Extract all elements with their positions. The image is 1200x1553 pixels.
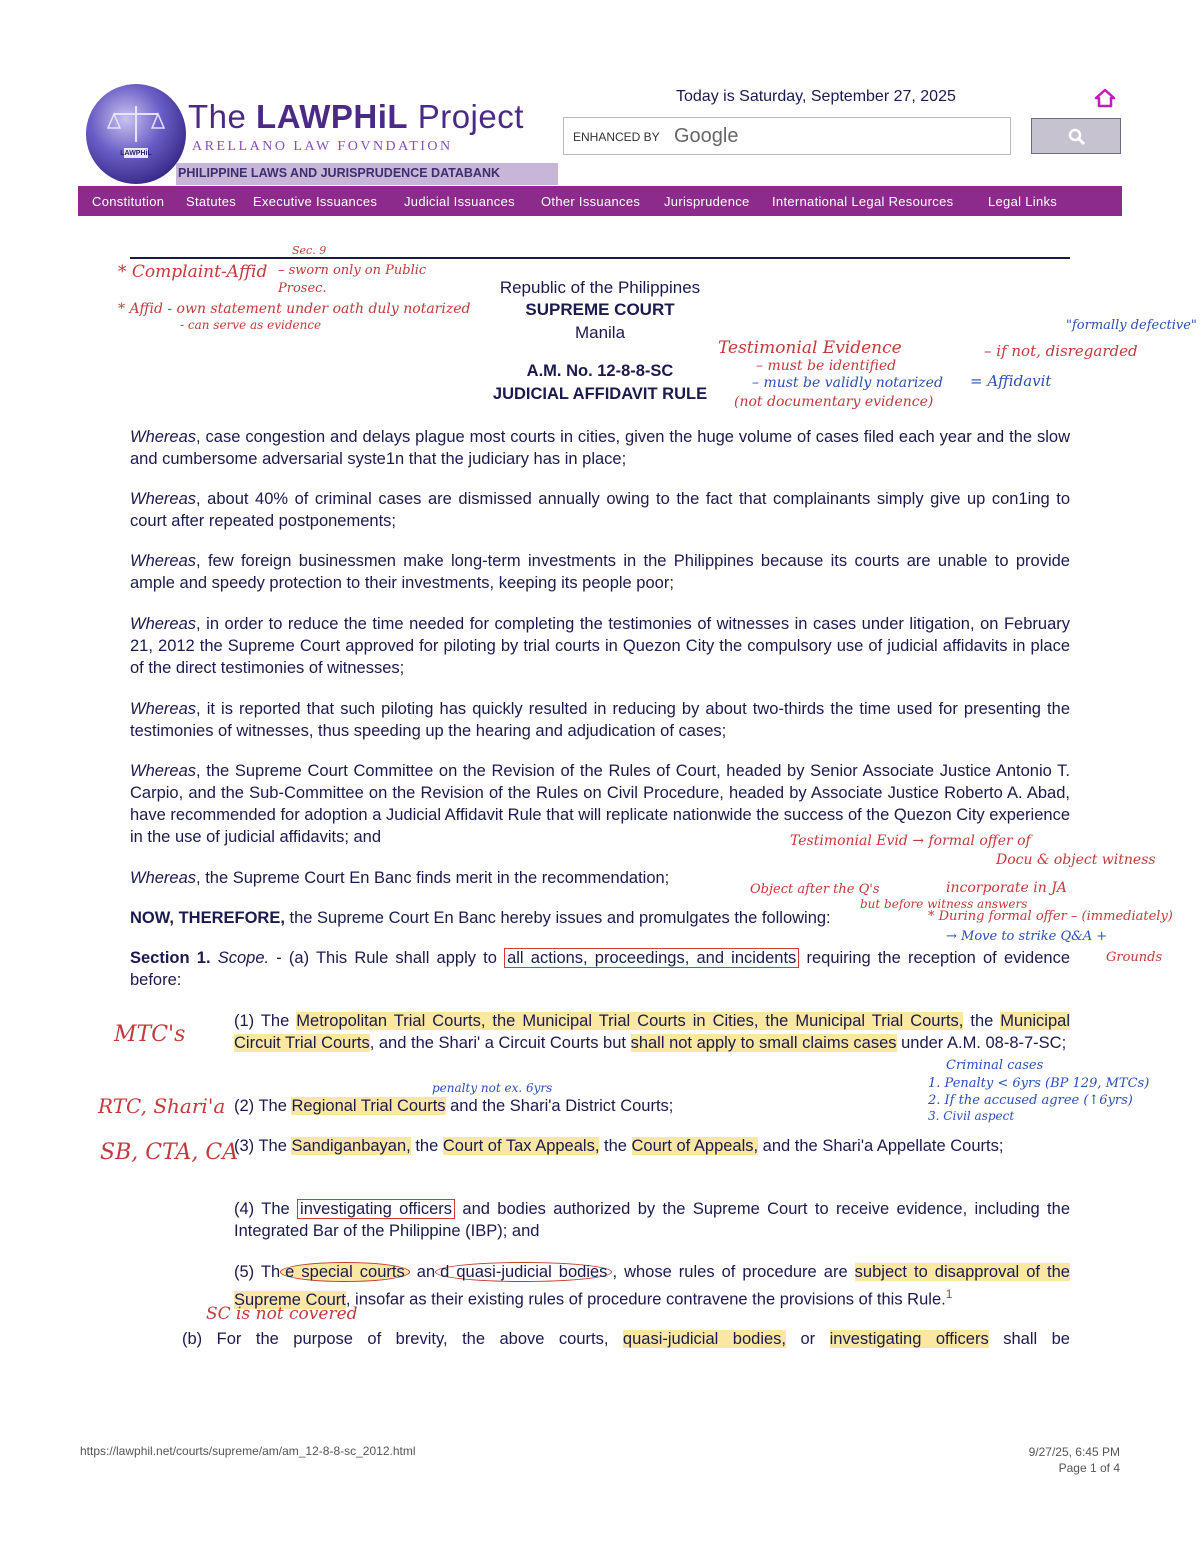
- note-docu-object: Docu & object witness: [996, 852, 1156, 868]
- document-number: A.M. No. 12-8-8-SC: [526, 362, 674, 380]
- search-input[interactable]: [563, 117, 1011, 155]
- section-1-item-1: (1) The Metropolitan Trial Courts, the Municipal Trial Courts in Cities, the Municipal Trial Courts, the Municipal Circuit Trial Courts, and the Shari' a Circuit Courts but shall not apply to small claims cases under A.M. 08-8-7-SC;: [234, 1012, 1070, 1052]
- search-enhanced-label: ENHANCED BY: [573, 130, 660, 144]
- nav-item-judicial-issuances[interactable]: Judicial Issuances: [404, 194, 515, 209]
- divider: [130, 257, 1070, 259]
- nav-item-other-issuances[interactable]: Other Issuances: [541, 194, 641, 209]
- note-criminal-1: 1. Penalty < 6yrs (BP 129, MTCs): [928, 1076, 1150, 1091]
- scales-icon: [86, 84, 186, 184]
- boxed-all-actions: all actions, proceedings, and incidents: [504, 948, 799, 968]
- whereas-clause-4: Whereas, in order to reduce the time needed for completing the testimonies of witnesses in cases under litigation, on February 21, 2012 the Supreme Court approved for piloting by trial courts in Quezon City the compulsory use of judicial affidavits in place of the direct testimonies of witnesses;: [130, 615, 1070, 677]
- note-testimonial-evidence: Testimonial Evidence: [718, 338, 902, 358]
- nav-item-executive-issuances[interactable]: Executive Issuances: [253, 194, 378, 209]
- whereas-clause-7: Whereas, the Supreme Court En Banc finds merit in the recommendation;: [130, 869, 670, 887]
- court-line: SUPREME COURT: [525, 300, 675, 319]
- note-criminal-2: 2. If the accused agree (↑6yrs): [928, 1093, 1133, 1108]
- section-1-item-4: (4) The investigating officers and bodies authorized by the Supreme Court to receive evidence, including the Integrated Bar of the Philippine (IBP); and: [234, 1200, 1070, 1240]
- whereas-clause-5: Whereas, it is reported that such piloting has quickly resulted in reducing by about two-thirds the time used for presenting the testimonies of witnesses, thus speeding up the hearing and adjudication of cases;: [130, 700, 1070, 740]
- margin-mtcs: MTC's: [114, 1022, 186, 1047]
- margin-rtc-sharia: RTC, Shari'a: [98, 1094, 226, 1118]
- note-formally-defective: "formally defective": [1066, 318, 1197, 333]
- section-1-item-3: (3) The Sandiganbayan, the Court of Tax Appeals, the Court of Appeals, and the Shari'a Appellate Courts;: [234, 1137, 1004, 1155]
- note-incorporate: incorporate in JA: [946, 880, 1067, 896]
- footnote-1-link[interactable]: 1: [945, 1287, 953, 1301]
- main-nav: [78, 186, 1122, 216]
- note-move-to-strike: → Move to strike Q&A +: [946, 929, 1108, 944]
- note-affid-definition: * Affid - own statement under oath duly notarized: [118, 301, 471, 317]
- republic-line: Republic of the Philippines: [499, 278, 701, 297]
- note-sec9: Sec. 9: [292, 244, 327, 257]
- note-complaint-affid: * Complaint-Affid: [118, 262, 268, 282]
- print-timestamp: 9/27/25, 6:45 PM: [1028, 1445, 1120, 1459]
- city-line: Manila: [574, 323, 626, 342]
- section-1-item-5: (5) Th e special courts an d quasi-judicial bodies , whose rules of procedure are subject to disapproval of the Supreme Court, insofar as their existing rules of procedure contravene the provisions of this Rule.$^1$: [234, 1263, 1070, 1309]
- page-footer-right: [960, 1444, 1120, 1476]
- document-title: JUDICIAL AFFIDAVIT RULE: [492, 385, 708, 403]
- note-grounds: Grounds: [1106, 950, 1163, 965]
- note-criminal-3: 3. Civil aspect: [928, 1109, 1015, 1123]
- note-sc-not-covered: SC is not covered: [206, 1304, 358, 1324]
- section-1-b: (b) For the purpose of brevity, the above courts, quasi-judicial bodies, or investigating officers shall be: [182, 1330, 1070, 1348]
- logo-badge-text: LAWPHiL: [120, 150, 152, 157]
- site-tagline: PHILIPPINE LAWS AND JURISPRUDENCE DATABANK: [178, 166, 501, 180]
- note-testimonial-formal-offer: Testimonial Evid → formal offer of: [790, 833, 1031, 849]
- margin-sb-cta-ca: SB, CTA, CA: [100, 1140, 239, 1165]
- note-equals-affidavit: = Affidavit: [970, 372, 1052, 390]
- note-if-not-disregarded: – if not, disregarded: [984, 342, 1138, 360]
- whereas-clause-3: Whereas, few foreign businessmen make long-term investments in the Philippines because its courts are unable to provide ample and speedy protection to their investments, keeping its people poor;: [130, 552, 1070, 592]
- lawphil-logo[interactable]: [86, 84, 186, 184]
- site-subtitle: ARELLANO LAW FOVNDATION: [192, 139, 453, 154]
- note-can-serve: - can serve as evidence: [180, 318, 322, 332]
- page-url: https://lawphil.net/courts/supreme/am/am_12-8-8-sc_2012.html: [80, 1444, 416, 1458]
- today-date: Today is Saturday, September 27, 2025: [676, 88, 956, 105]
- note-not-documentary: (not documentary evidence): [734, 394, 934, 410]
- section-1-item-2: (2) The Regional Trial Courts and the Shari'a District Courts;: [234, 1097, 674, 1115]
- google-logo: Google: [674, 125, 739, 147]
- nav-item-international-legal-resources[interactable]: International Legal Resources: [772, 194, 954, 209]
- now-therefore: NOW, THEREFORE, the Supreme Court En Banc hereby issues and promulgates the following:: [130, 909, 831, 927]
- whereas-clause-6: Whereas, the Supreme Court Committee on the Revision of the Rules of Court, headed by Senior Associate Justice Antonio T. Carpio, and the Sub-Committee on the Revision of the Rules on Civil Procedure, headed by Associate Justice Roberto A. Abad, have recommended for adoption a Judicial Affidavit Rule that will replicate nationwide the success of the Quezon City experience in the use of judicial affidavits; and: [130, 762, 1070, 846]
- note-during-formal-offer: * During formal offer – (immediately): [928, 909, 1173, 924]
- note-penalty-not-ex: penalty not ex. 6yrs: [432, 1081, 553, 1095]
- note-before-witness: but before witness answers: [860, 897, 1028, 911]
- nav-item-statutes[interactable]: Statutes: [186, 194, 237, 209]
- whereas-clause-1: Whereas, case congestion and delays plague most courts in cities, given the huge volume of cases filed each year and the slow and cumbersome adversarial syste1n that the judiciary has in place;: [130, 428, 1070, 468]
- search-button[interactable]: [1031, 118, 1121, 154]
- nav-item-constitution[interactable]: Constitution: [92, 194, 165, 209]
- site-wordmark[interactable]: The LAWPHiL Project: [188, 98, 524, 135]
- note-must-be-identified: – must be identified: [756, 358, 897, 374]
- note-criminal-cases: Criminal cases: [946, 1058, 1044, 1073]
- page-number: Page 1 of 4: [1058, 1461, 1120, 1475]
- home-icon[interactable]: [1094, 88, 1116, 108]
- nav-item-legal-links[interactable]: Legal Links: [988, 194, 1058, 209]
- whereas-clause-2: Whereas, about 40% of criminal cases are dismissed annually owing to the fact that complainants simply give up con1ing to court after repeated postponements;: [130, 490, 1070, 530]
- note-sworn-public-prosec: – sworn only on Public Prosec.: [278, 263, 427, 296]
- nav-item-jurisprudence[interactable]: Jurisprudence: [664, 194, 750, 209]
- note-validly-notarized: – must be validly notarized: [752, 375, 943, 391]
- note-object-after: Object after the Q's: [750, 882, 880, 897]
- magnifier-icon: [1068, 128, 1086, 146]
- section-1-a: Section 1. Scope. - (a) This Rule shall apply to all actions, proceedings, and incidents requiring the reception of evidence before:: [130, 949, 1070, 989]
